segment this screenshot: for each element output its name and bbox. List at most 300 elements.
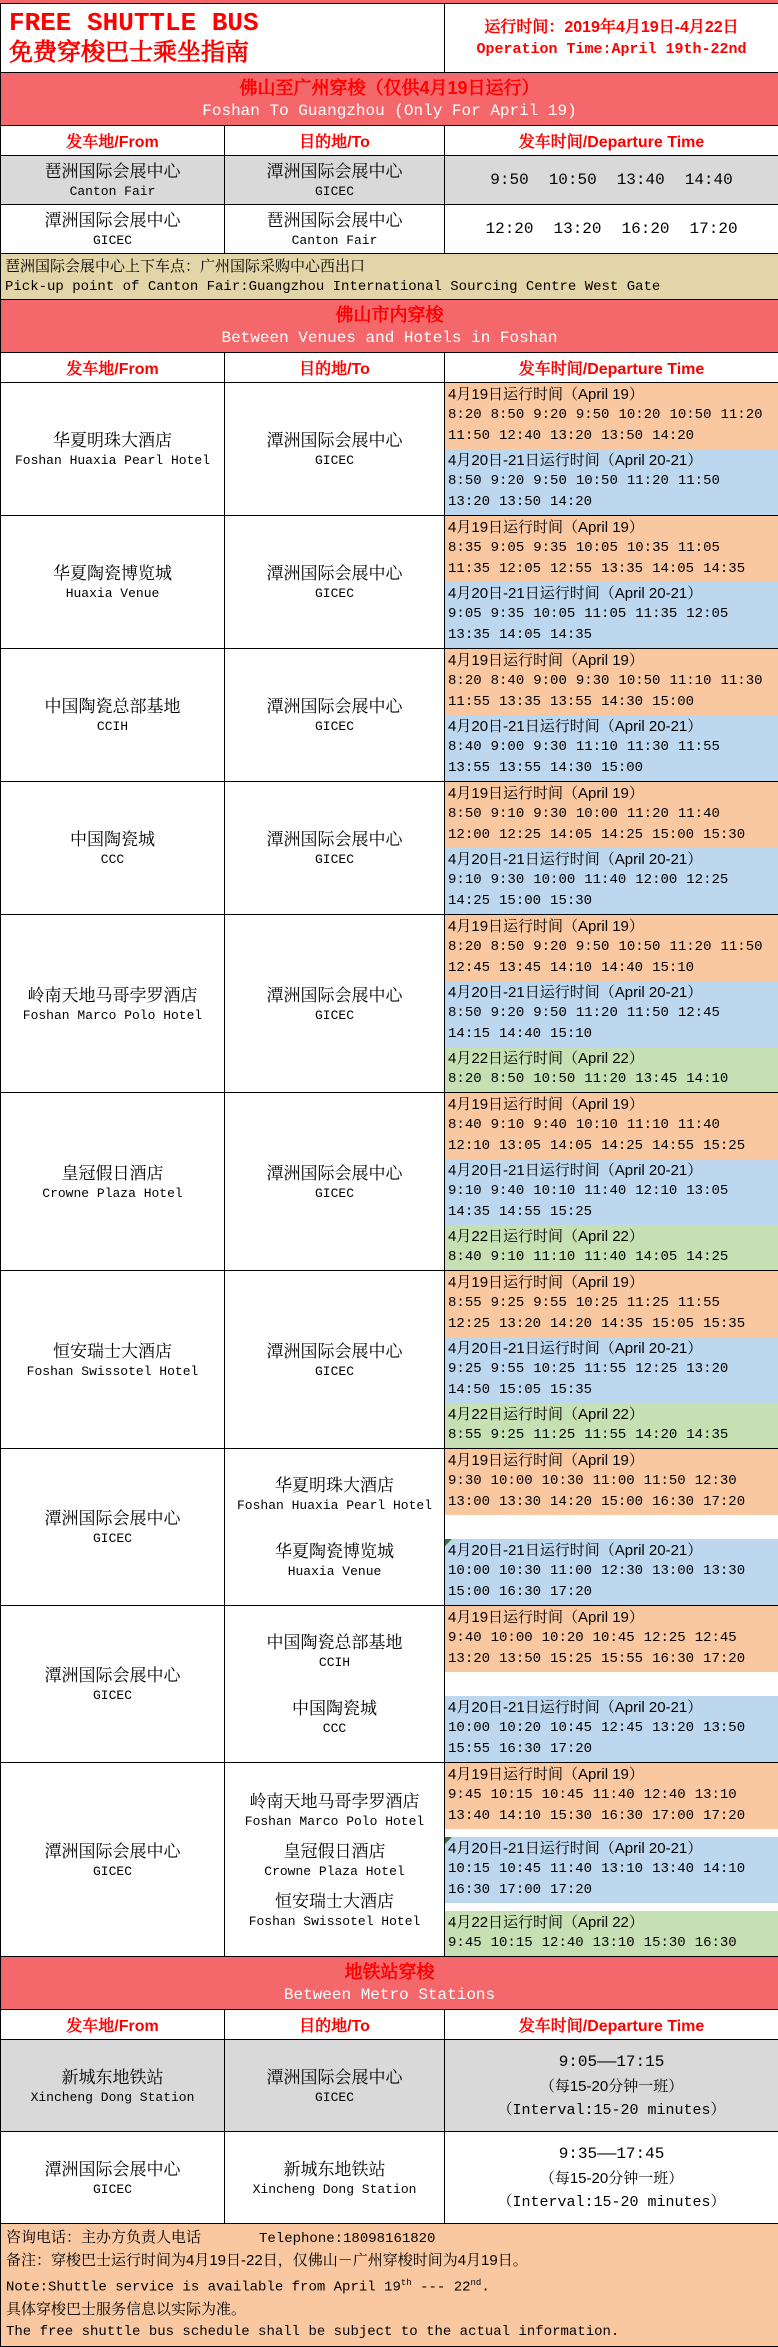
time-value: 9:30 [576, 671, 610, 692]
time-value: 9:40 [448, 1628, 482, 1649]
station-name-en: Xincheng Dong Station [227, 2181, 442, 2198]
schedule-times [448, 604, 775, 646]
time-value: 14:25 [601, 825, 643, 846]
time-value: 16:30 [448, 1880, 490, 1901]
time-value: 9:35 [491, 604, 525, 625]
to-cell [225, 156, 445, 205]
footer-phone-line [6, 2227, 773, 2250]
station-name-en: GICEC [3, 2181, 222, 2198]
station-name-zh: 琶洲国际会展中心 [3, 160, 222, 183]
times-cell [445, 649, 778, 782]
time-value: 11:05 [584, 604, 626, 625]
time-value: 14:20 [550, 1492, 592, 1513]
time-value: 9:10 [448, 870, 482, 891]
time-value: 10:35 [627, 538, 669, 559]
time-value: 13:10 [695, 1785, 737, 1806]
schedule-times [448, 1293, 775, 1335]
time-value: 12:40 [644, 1785, 686, 1806]
schedule-block-label: 4月22日运行时间（April 22） [448, 1912, 775, 1933]
schedule-block-apr20-21 [445, 1539, 778, 1605]
gz-banner-row [1, 73, 778, 126]
time-value: 9:05 [448, 604, 482, 625]
station-name-zh: 潭洲国际会展中心 [227, 984, 442, 1007]
time-value: 11:10 [576, 737, 618, 758]
time-value: 12:05 [499, 559, 541, 580]
time-value: 11:20 [584, 1069, 626, 1090]
metro-colhead-row [1, 2010, 778, 2040]
time-value: 14:20 [550, 1314, 592, 1335]
station-name-zh: 中国陶瓷城 [227, 1697, 442, 1720]
time-value: 11:20 [627, 804, 669, 825]
time-value: 8:20 [448, 671, 482, 692]
from-cell [1, 2040, 225, 2132]
time-value: 17:00 [499, 1880, 541, 1901]
time-value: 13:20 [448, 492, 490, 513]
to-cell [225, 1606, 445, 1763]
table-row [1, 516, 778, 649]
station-name-en: GICEC [227, 585, 442, 602]
time-value: 14:10 [686, 1069, 728, 1090]
schedule-times [448, 1069, 775, 1090]
schedule-times [448, 405, 775, 447]
time-value: 9:20 [533, 405, 567, 426]
schedule-block-label: 4月22日运行时间（April 22） [448, 1226, 775, 1247]
time-value: 12:40 [542, 1933, 584, 1954]
time-value: 11:50 [644, 1471, 686, 1492]
station-name-en: Crowne Plaza Hotel [227, 1863, 442, 1880]
time-value: 14:15 [448, 1024, 490, 1045]
time-value: 12:00 [635, 870, 677, 891]
from-cell [1, 1763, 225, 1957]
time-value: 14:50 [448, 1380, 490, 1401]
time-value: 11:25 [533, 1425, 575, 1446]
time-value: 10:50 [576, 471, 618, 492]
from-cell [1, 1093, 225, 1271]
time-value: 13:20 [686, 1359, 728, 1380]
time-value: 13:50 [499, 492, 541, 513]
times-cell [445, 1449, 778, 1606]
page-title-en: FREE SHUTTLE BUS [9, 8, 436, 38]
footer-note-en-mid: --- 22 [412, 2280, 471, 2296]
schedule-block-apr20-21 [445, 715, 778, 781]
time-value: 11:20 [576, 1003, 618, 1024]
time-value: 17:20 [550, 1739, 592, 1760]
footer-row [1, 2224, 778, 2347]
time-value: 8:50 [491, 405, 525, 426]
time-value: 9:50 [490, 171, 528, 189]
to-cell [225, 516, 445, 649]
station-name-en: Xincheng Dong Station [3, 2089, 222, 2106]
time-value: 11:20 [627, 471, 669, 492]
time-value: 9:35 [533, 538, 567, 559]
station-name-zh: 皇冠假日酒店 [227, 1840, 442, 1863]
schedule-block-apr20-21 [445, 1159, 778, 1225]
time-value: 10:15 [491, 1933, 533, 1954]
pickup-note-cell [1, 254, 778, 300]
schedule-block-apr19 [445, 1271, 778, 1337]
time-value: 8:55 [448, 1425, 482, 1446]
time-value: 12:40 [499, 426, 541, 447]
time-value: 8:20 [448, 937, 482, 958]
time-value: 10:20 [499, 1718, 541, 1739]
time-value: 10:00 [576, 804, 618, 825]
time-value: 10:30 [542, 1471, 584, 1492]
time-value: 13:40 [652, 1859, 694, 1880]
time-value: 14:20 [550, 492, 592, 513]
schedule-times [448, 1247, 775, 1268]
time-value: 17:20 [690, 220, 738, 238]
time-value: 12:45 [601, 1718, 643, 1739]
to-cell [225, 915, 445, 1093]
times-cell [445, 1763, 778, 1957]
time-value: 16:30 [652, 1492, 694, 1513]
metro-time-range: 9:35——17:45 [445, 2141, 778, 2167]
title-cell [1, 4, 445, 73]
schedule-block-apr22 [445, 1403, 778, 1448]
times-cell [445, 2132, 778, 2224]
station-name-zh: 潭洲国际会展中心 [227, 429, 442, 452]
operation-time-cell [445, 4, 778, 73]
times-cell [445, 1093, 778, 1271]
time-value: 12:45 [678, 1003, 720, 1024]
schedule-block-label: 4月20日-21日运行时间（April 20-21） [448, 1338, 775, 1359]
time-value: 14:30 [601, 692, 643, 713]
schedule-block-apr20-21 [445, 582, 778, 648]
footer-note-en-sup: th [401, 2278, 412, 2288]
schedule-block-label: 4月19日运行时间（April 19） [448, 916, 775, 937]
schedule-times [448, 1425, 775, 1446]
from-cell [1, 205, 225, 254]
station-name-en: Foshan Marco Polo Hotel [3, 1007, 222, 1024]
footer-phone-zh: 咨询电话：主办方负责人电话 [6, 2229, 201, 2246]
time-value: 8:40 [448, 1247, 482, 1268]
schedule-block-label: 4月19日运行时间（April 19） [448, 1607, 775, 1628]
time-value: 8:20 [448, 1069, 482, 1090]
foshan-section-banner [1, 300, 778, 353]
footer-notes-cell [1, 2224, 778, 2347]
schedule-times [448, 1785, 775, 1827]
footer-note-en [6, 2272, 773, 2299]
operation-time-zh: 运行时间：2019年4月19日-4月22日 [447, 16, 776, 40]
time-value: 14:25 [686, 1247, 728, 1268]
time-value: 15:35 [550, 1380, 592, 1401]
schedule-times [448, 1718, 775, 1760]
foshan-banner-zh: 佛山市内穿梭 [1, 303, 778, 327]
time-value: 10:20 [542, 1628, 584, 1649]
metro-banner-row [1, 1957, 778, 2010]
time-value: 10:05 [533, 604, 575, 625]
station-name-zh: 潭洲国际会展中心 [3, 1664, 222, 1687]
colhead-from: 发车地/From [1, 126, 225, 156]
schedule-times [448, 1115, 775, 1157]
station-name-en: GICEC [227, 1363, 442, 1380]
time-value: 14:35 [448, 1202, 490, 1223]
time-value: 9:00 [491, 737, 525, 758]
time-value: 17:00 [652, 1806, 694, 1827]
time-value: 11:40 [593, 1785, 635, 1806]
footer-note-en-pre: Note:Shuttle service is available from April 19 [6, 2280, 401, 2296]
time-value: 13:30 [703, 1561, 745, 1582]
time-value: 9:50 [576, 937, 610, 958]
time-value: 11:30 [627, 737, 669, 758]
time-value: 15:25 [703, 1136, 745, 1157]
station-name-zh: 潭洲国际会展中心 [227, 562, 442, 585]
time-value: 9:30 [533, 737, 567, 758]
time-value: 9:20 [533, 937, 567, 958]
time-value: 13:30 [499, 1492, 541, 1513]
time-value: 15:30 [550, 1806, 592, 1827]
time-value: 9:50 [533, 471, 567, 492]
time-value: 14:20 [652, 426, 694, 447]
time-value: 9:45 [448, 1785, 482, 1806]
schedule-times [448, 671, 775, 713]
time-value: 11:40 [550, 1859, 592, 1880]
footer-note2-zh: 具体穿梭巴士服务信息以实际为准。 [6, 2299, 773, 2321]
time-value: 11:40 [584, 1247, 626, 1268]
time-value: 16:30 [695, 1933, 737, 1954]
schedule-times [448, 1561, 775, 1603]
table-row [1, 2132, 778, 2224]
time-value: 10:00 [448, 1561, 490, 1582]
time-value: 11:25 [627, 1293, 669, 1314]
time-value: 12:25 [448, 1314, 490, 1335]
schedule-block-apr19 [445, 1449, 778, 1515]
time-value: 9:40 [491, 1181, 525, 1202]
time-value: 13:35 [499, 692, 541, 713]
schedule-block-label: 4月20日-21日运行时间（April 20-21） [448, 849, 775, 870]
time-value: 12:25 [644, 1628, 686, 1649]
time-value: 12:10 [635, 1181, 677, 1202]
station-name-zh: 潭洲国际会展中心 [227, 160, 442, 183]
time-value: 17:20 [550, 1880, 592, 1901]
time-value: 11:30 [720, 671, 762, 692]
time-value: 9:10 [491, 1115, 525, 1136]
time-value: 10:45 [499, 1859, 541, 1880]
time-value: 11:10 [533, 1247, 575, 1268]
time-value: 10:50 [549, 171, 597, 189]
metro-interval-zh: （每15-20分钟一班） [445, 2075, 778, 2099]
time-value: 14:05 [635, 1247, 677, 1268]
times-cell [445, 383, 778, 516]
foshan-banner-row [1, 300, 778, 353]
station-name-en: Huaxia Venue [227, 1563, 442, 1580]
metro-banner-zh: 地铁站穿梭 [1, 1960, 778, 1984]
schedule-block-label: 4月19日运行时间（April 19） [448, 1272, 775, 1293]
time-value: 15:25 [550, 1202, 592, 1223]
schedule-block-label: 4月22日运行时间（April 22） [448, 1048, 775, 1069]
schedule-block-label: 4月19日运行时间（April 19） [448, 517, 775, 538]
time-value: 15:05 [499, 1380, 541, 1401]
station-name-en: Huaxia Venue [3, 585, 222, 602]
schedule-block-label: 4月20日-21日运行时间（April 20-21） [448, 1160, 775, 1181]
times-cell [445, 516, 778, 649]
schedule-times [448, 1471, 775, 1513]
station-name-en: GICEC [227, 1185, 442, 1202]
schedule-times [448, 1859, 775, 1901]
time-value: 17:20 [703, 1806, 745, 1827]
time-value: 13:05 [686, 1181, 728, 1202]
time-value: 12:25 [635, 1359, 677, 1380]
time-value: 15:00 [601, 1492, 643, 1513]
to-cell [225, 782, 445, 915]
schedule-block-apr19 [445, 383, 778, 449]
time-value: 9:30 [448, 1471, 482, 1492]
time-value: 14:35 [550, 625, 592, 646]
schedule-block-apr19 [445, 915, 778, 981]
time-value: 12:30 [695, 1471, 737, 1492]
colhead-to: 目的地/To [225, 126, 445, 156]
station-name-zh: 中国陶瓷总部基地 [3, 695, 222, 718]
time-value: 11:05 [678, 538, 720, 559]
metro-interval-zh: （每15-20分钟一班） [445, 2167, 778, 2191]
schedule-block-label: 4月20日-21日运行时间（April 20-21） [448, 1540, 775, 1561]
schedule-block-label: 4月19日运行时间（April 19） [448, 384, 775, 405]
time-value: 12:20 [485, 220, 533, 238]
time-value: 12:25 [686, 870, 728, 891]
from-cell [1, 516, 225, 649]
time-value: 9:10 [448, 1181, 482, 1202]
time-value: 9:55 [491, 1359, 525, 1380]
time-value: 11:55 [678, 737, 720, 758]
station-name-zh: 潭洲国际会展中心 [227, 1340, 442, 1363]
time-value: 10:00 [533, 870, 575, 891]
to-cell [225, 1271, 445, 1449]
schedule-block-apr19 [445, 782, 778, 848]
time-value: 13:55 [499, 758, 541, 779]
colhead-time: 发车时间/Departure Time [445, 2010, 778, 2040]
time-value: 15:10 [652, 958, 694, 979]
station-name-zh: 潭洲国际会展中心 [3, 1840, 222, 1863]
station-name-zh: 潭洲国际会展中心 [227, 2066, 442, 2089]
time-value: 9:45 [448, 1933, 482, 1954]
schedule-block-label: 4月19日运行时间（April 19） [448, 1094, 775, 1115]
footer-note-en-sup: nd [471, 2278, 482, 2288]
time-value: 12:45 [695, 1628, 737, 1649]
time-value: 13:20 [550, 426, 592, 447]
schedule-block-label: 4月19日运行时间（April 19） [448, 1450, 775, 1471]
gz-banner-en: Foshan To Guangzhou (Only For April 19) [1, 100, 778, 122]
gz-banner-zh: 佛山至广州穿梭（仅供4月19日运行） [1, 76, 778, 100]
time-value: 14:35 [703, 559, 745, 580]
station-name-zh: 恒安瑞士大酒店 [227, 1890, 442, 1913]
schedule-times [448, 538, 775, 580]
time-value: 8:50 [448, 1003, 482, 1024]
time-value: 17:20 [550, 1582, 592, 1603]
station-name-zh: 华夏明珠大酒店 [3, 429, 222, 452]
schedule-block-apr20-21 [445, 1696, 778, 1762]
time-value: 11:40 [678, 804, 720, 825]
table-row [1, 915, 778, 1093]
time-value: 10:00 [491, 1628, 533, 1649]
station-name-zh: 恒安瑞士大酒店 [3, 1340, 222, 1363]
table-row [1, 1763, 778, 1957]
time-value: 9:30 [491, 870, 525, 891]
station-name-zh: 华夏陶瓷博览城 [3, 562, 222, 585]
time-value: 10:50 [669, 405, 711, 426]
time-value: 8:55 [448, 1293, 482, 1314]
operation-time-en: Operation Time:April 19th-22nd [447, 40, 776, 60]
time-value: 16:30 [499, 1582, 541, 1603]
time-value: 10:50 [618, 671, 660, 692]
time-value: 10:15 [491, 1785, 533, 1806]
time-value: 10:05 [576, 538, 618, 559]
time-value: 13:55 [448, 758, 490, 779]
time-value: 13:00 [652, 1561, 694, 1582]
time-value: 15:25 [550, 1649, 592, 1670]
time-value: 11:40 [584, 870, 626, 891]
colhead-to: 目的地/To [225, 2010, 445, 2040]
station-name-en: CCC [227, 1720, 442, 1737]
station-name-zh: 潭洲国际会展中心 [3, 2158, 222, 2181]
to-cell [225, 2040, 445, 2132]
foshan-banner-en: Between Venues and Hotels in Foshan [1, 327, 778, 349]
time-value: 13:35 [448, 625, 490, 646]
table-row [1, 383, 778, 516]
time-value: 13:50 [601, 426, 643, 447]
time-value: 14:05 [652, 559, 694, 580]
time-value: 12:30 [601, 1561, 643, 1582]
from-cell [1, 156, 225, 205]
time-value: 13:50 [499, 1649, 541, 1670]
time-value: 15:05 [652, 1314, 694, 1335]
colhead-time: 发车时间/Departure Time [445, 353, 778, 383]
time-value: 10:00 [448, 1718, 490, 1739]
time-value: 15:55 [448, 1739, 490, 1760]
colhead-from: 发车地/From [1, 2010, 225, 2040]
from-cell [1, 649, 225, 782]
station-name-en: CCIH [3, 718, 222, 735]
time-value: 8:35 [448, 538, 482, 559]
time-value: 13:40 [448, 1806, 490, 1827]
time-value: 11:50 [448, 426, 490, 447]
from-cell [1, 915, 225, 1093]
schedule-times [448, 471, 775, 513]
station-name-en: GICEC [3, 1687, 222, 1704]
time-value: 9:25 [448, 1359, 482, 1380]
time-value: 9:25 [491, 1425, 525, 1446]
table-row [1, 782, 778, 915]
time-value: 10:30 [499, 1561, 541, 1582]
time-value: 15:00 [601, 758, 643, 779]
metro-time-range: 9:05——17:15 [445, 2049, 778, 2075]
schedule-block-apr20-21 [445, 848, 778, 914]
time-value: 16:30 [601, 1806, 643, 1827]
station-name-zh: 潭洲国际会展中心 [3, 209, 222, 232]
time-value: 14:40 [601, 958, 643, 979]
time-value: 11:00 [550, 1561, 592, 1582]
gz-note-row [1, 254, 778, 300]
station-name-zh: 华夏陶瓷博览城 [227, 1540, 442, 1563]
time-value: 10:10 [576, 1115, 618, 1136]
schedule-times [448, 1628, 775, 1670]
time-value: 13:10 [593, 1933, 635, 1954]
schedule-times [448, 1359, 775, 1401]
time-value: 14:55 [652, 1136, 694, 1157]
schedule-block-label: 4月20日-21日运行时间（April 20-21） [448, 1838, 775, 1859]
time-value: 15:30 [703, 825, 745, 846]
time-value: 14:10 [499, 1806, 541, 1827]
time-value: 15:30 [550, 891, 592, 912]
time-value: 10:45 [550, 1718, 592, 1739]
station-name-en: GICEC [227, 851, 442, 868]
station-name-en: GICEC [3, 1863, 222, 1880]
schedule-block-apr20-21 [445, 449, 778, 515]
times-cell [445, 2040, 778, 2132]
schedule-block-apr19 [445, 649, 778, 715]
to-cell [225, 649, 445, 782]
gz-section-banner [1, 73, 778, 126]
station-name-en: GICEC [227, 1007, 442, 1024]
